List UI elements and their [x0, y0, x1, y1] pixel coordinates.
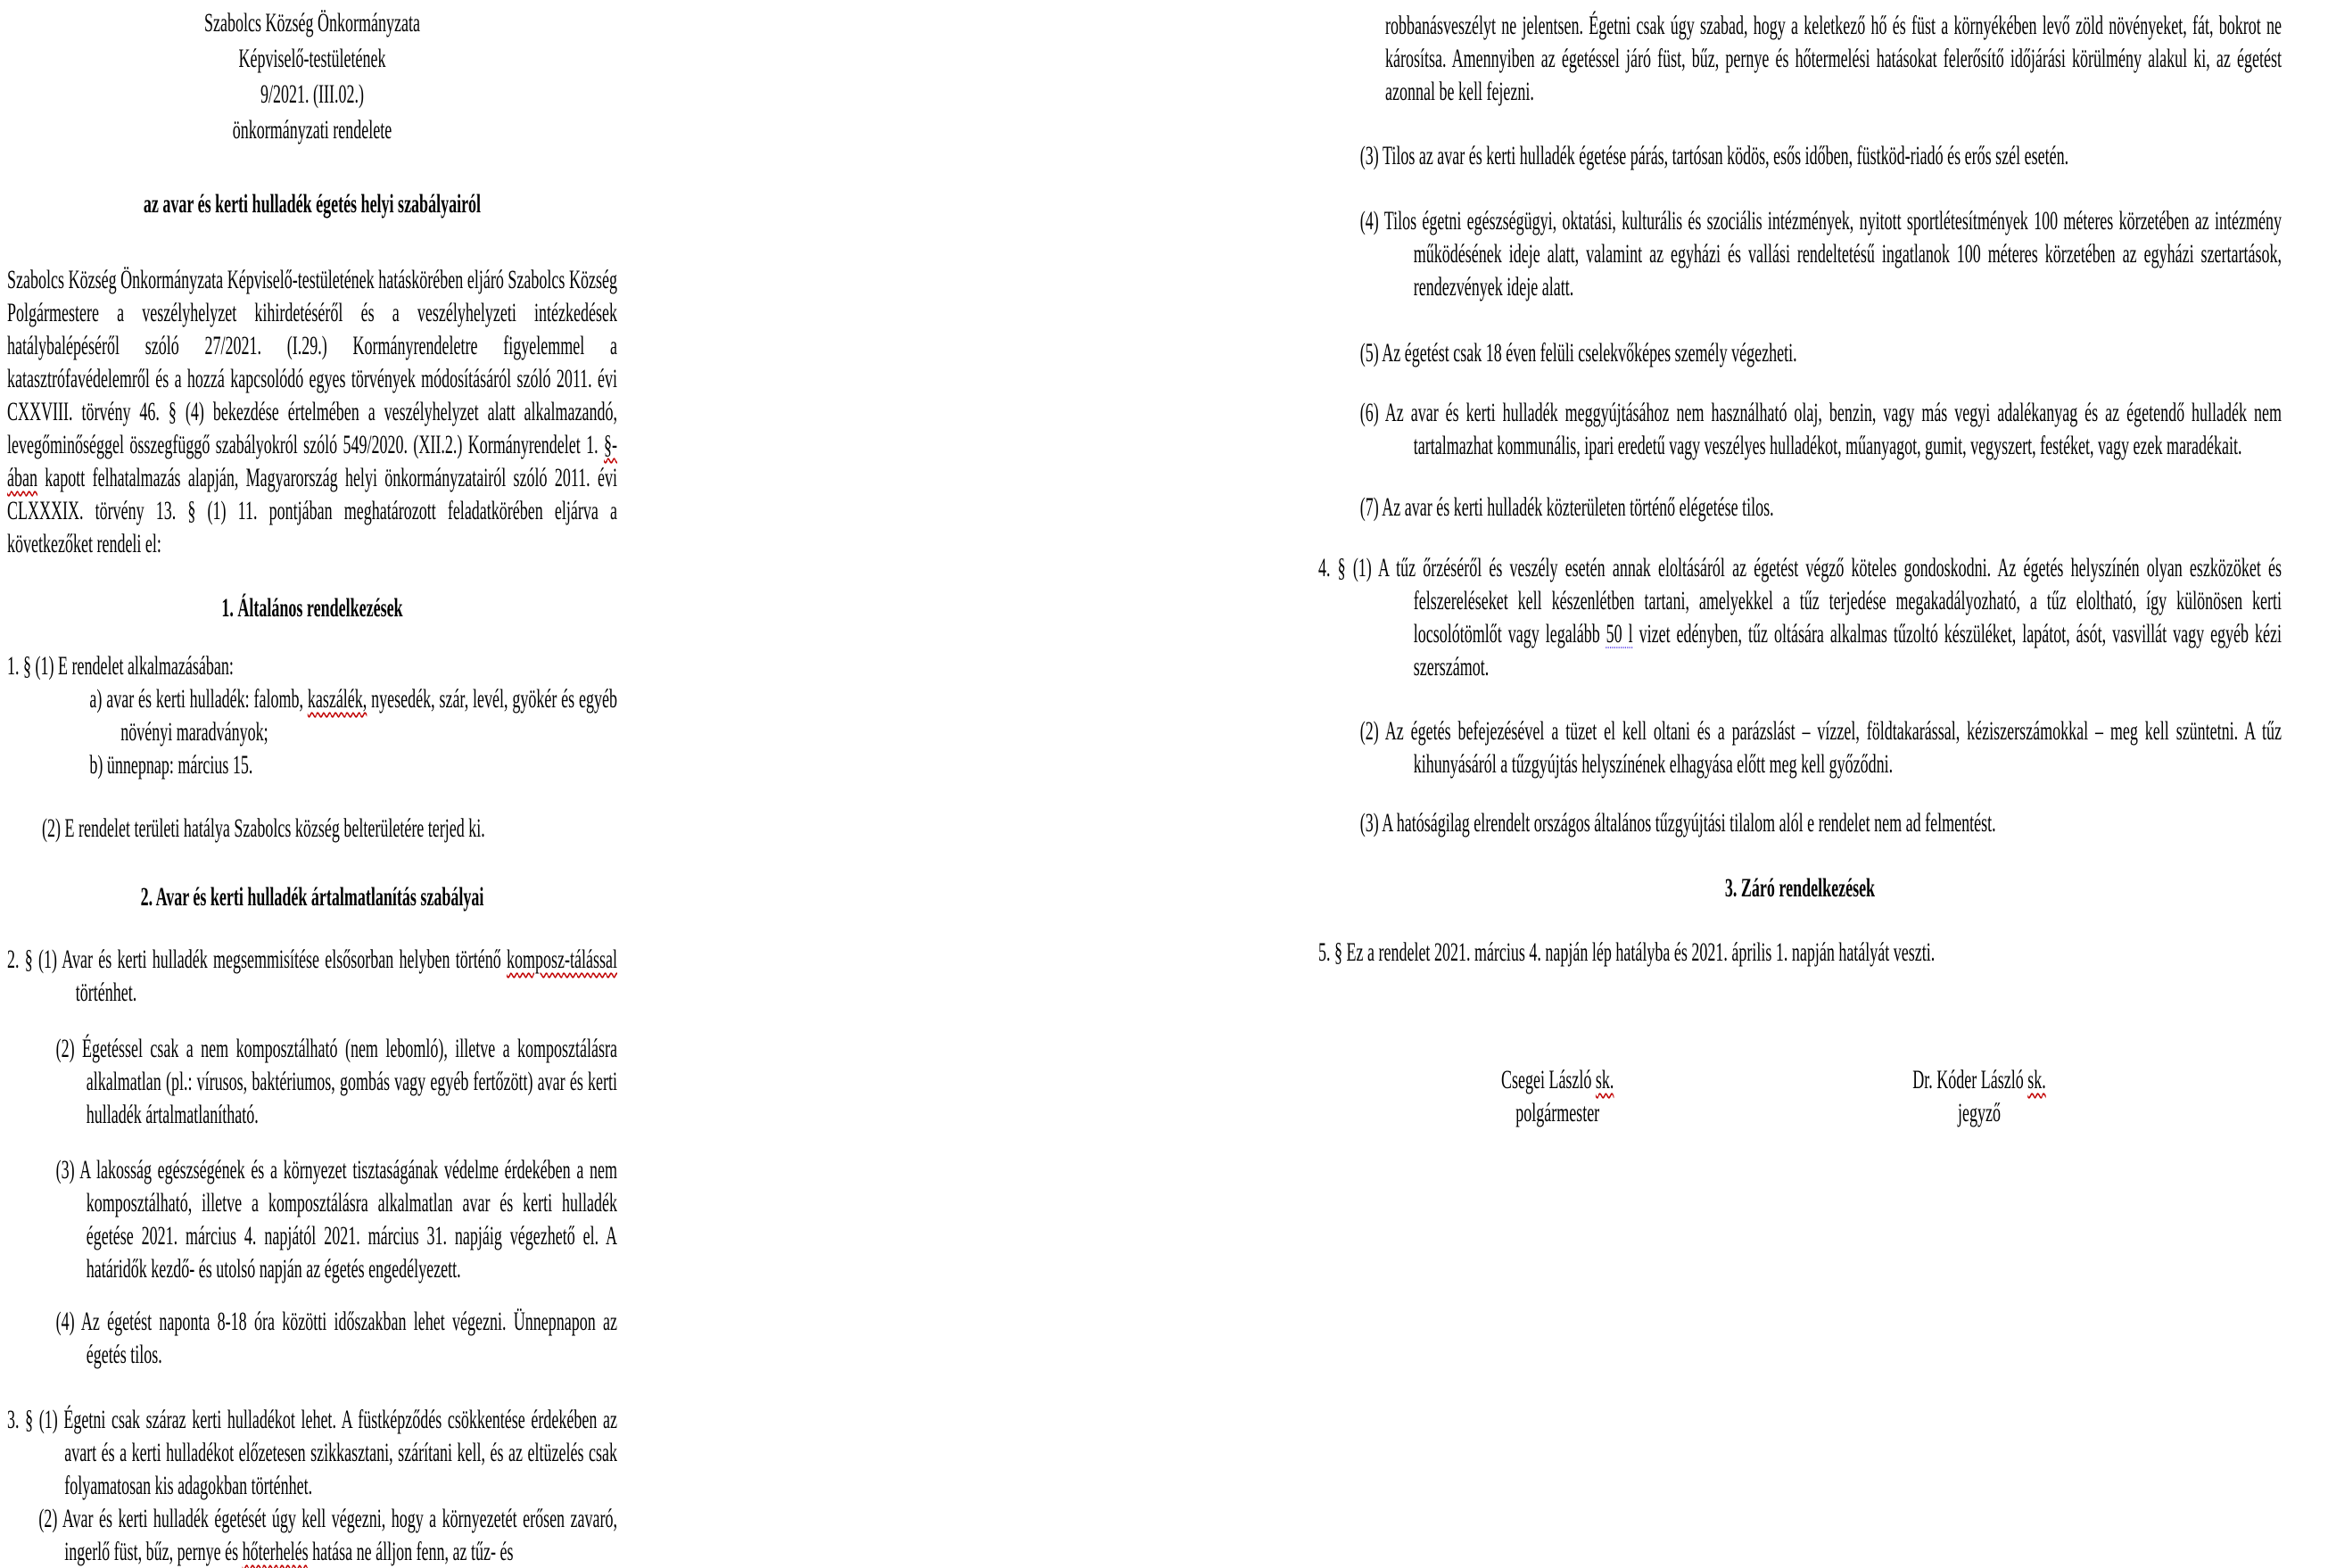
list-item-b: b) ünnepnap: március 15.	[89, 750, 253, 780]
paragraph-4-1: 4. § (1) A tűz őrzéséről és veszély esetén annak eloltásáról az égetést végző köteles gondoskodni. Az égetés helyszínén olyan eszközöket és felszereléseket kell készenlétben tartani, amelyekkel a tűz terjedése megakadályozható, a tűz eloltható, így különösen kerti locsolótömlőt vagy legalább 50 l vizet edényben, tűz oltására alkalmas tűzoltó készüléket, lapátot, ásót, vasvillát vagy egyéb kézi szerszámot.	[1318, 553, 2282, 681]
paragraph-2-1: 2. § (1) Avar és kerti hulladék megsemmisítése elsősorban helyben történő komposz-tálással történhet.	[7, 945, 617, 1007]
paragraph-3-2-continuation: robbanásveszélyt ne jelentsen. Égetni csak úgy szabad, hogy a keletkező hő és füst a környékében levő zöld növényeket, fát, bokrot ne károsítsa. Amennyiben az égetéssel járó füst, bűz, pernye és hőtermelési hatásokat felerősítő időjárási körülmény alakul ki, az égetést azonnal be kell fejezni.	[1385, 11, 2282, 106]
regulation-header	[7, 5, 617, 148]
paragraph-3-6: (6) Az avar és kerti hulladék meggyújtásához nem használható olaj, benzin, vagy más vegyi adalékanyag és az égetendő hulladék nem tartalmazhat kommunális, ipari eredetű vagy veszélyes hulladékot, műanyagot, gumit, vegyszert, festéket, vagy ezek maradékait.	[1359, 398, 2282, 460]
paragraph-3-1: 3. § (1) Égetni csak száraz kerti hulladékot lehet. A füstképződés csökkentése érdekében az avart és a kerti hulladékot előzetesen szikkasztani, szárítani kell, és az eltüzelés csak folyamatosan kis adagokban történhet.	[7, 1405, 617, 1500]
paragraph-4-2: (2) Az égetés befejezésével a tüzet el kell oltani és a parázslást – vízzel, földtakarással, kéziszerszámokkal – meg kell szüntetni. A tűz kihunyásáról a tűzgyújtás helyszínének elhagyása előtt meg kell győződni.	[1359, 716, 2282, 779]
signature-name: Csegei László sk.	[1500, 1065, 1614, 1094]
intro-text: Szabolcs Község Önkormányzata Képviselő-testületének hatáskörében eljáró Szabolcs Község Polgármestere a veszélyhelyzet kihirdetéséről és a veszélyhelyzeti intézkedések hatálybalépéséről szóló 27/2021. (I.29.) Kormányrendeletre figyelemmel a katasztrófavédelemről és a hozzá kapcsolódó egyes törvények módosításáról szóló 2011. évi CXXVIII. törvény 46. § (4) bekezdése értelmében a veszélyhelyzet alatt alkalmazandó, levegőminőséggel összegfüggő szabályokról szóló 549/2020. (XII.2.) Kormányrendelet 1.	[7, 265, 617, 459]
signature-block	[1318, 1063, 2282, 1129]
paragraph-2-2: (2) Égetéssel csak a nem komposztálható (nem lebomló), illetve a komposztálásra alkalmatlan (pl.: vírusos, baktériumos, gombás vagy egyéb fertőzött) avar és kerti hulladék ártalmatlanítható.	[55, 1034, 618, 1129]
paragraph-3-4: (4) Tilos égetni egészségügyi, oktatási, kulturális és szociális intézmények, nyitott sportlétesítmények 100 méteres körzetében az intézmény működésének ideje alatt, valamint az egyházi és vallási rendeltetésű ingatlanok 100 méteres körzetében az egyházi szertartások, rendezvények ideje alatt.	[1359, 206, 2282, 301]
signature-role: polgármester	[1515, 1098, 1600, 1127]
spellcheck-marked-word: hőterhelés	[242, 1537, 309, 1566]
grammar-marked-text: 50 l	[1606, 619, 1633, 648]
list-item-a: a) avar és kerti hulladék: falomb, kaszálék, nyesedék, szár, levél, gyökér és egyéb növényi maradványok;	[89, 684, 617, 747]
header-line-municipality: Szabolcs Község Önkormányzata	[204, 8, 420, 37]
paragraph-3-2: (2) Avar és kerti hulladék égetését úgy kell végezni, hogy a környezetét erősen zavaró, ingerlő füst, bűz, pernye és hőterhelés hatása ne álljon fenn, az tűz- és	[38, 1504, 617, 1566]
signature-name: Dr. Kóder László sk.	[1912, 1065, 2046, 1094]
document-title: az avar és kerti hulladék égetés helyi szabályairól	[143, 189, 482, 219]
intro-paragraph	[7, 263, 617, 560]
left-column	[7, 5, 617, 1568]
section-3-heading: 3. Záró rendelkezések	[1724, 873, 1876, 903]
signature-mayor	[1397, 1063, 1718, 1129]
signature-role: jegyző	[1958, 1098, 2001, 1127]
section-1-heading: 1. Általános rendelkezések	[221, 593, 403, 623]
spellcheck-marked-word: §-ában	[7, 430, 617, 492]
header-line-number: 9/2021. (III.02.)	[260, 79, 364, 109]
signature-notary	[1819, 1063, 2140, 1129]
paragraph-5: 5. § Ez a rendelet 2021. március 4. napján lép hatályba és 2021. április 1. napján hatályát veszti.	[1318, 937, 1936, 967]
paragraph-2-4: (4) Az égetést naponta 8-18 óra közötti időszakban lehet végezni. Ünnepnapon az égetés tilos.	[55, 1307, 618, 1369]
paragraph-3-7: (7) Az avar és kerti hulladék közterületen történő elégetése tilos.	[1359, 492, 1774, 522]
header-line-body: Képviselő-testületének	[238, 44, 386, 73]
paragraph-2-3: (3) A lakosság egészségének és a környezet tisztaságának védelme érdekében a nem komposztálható, illetve a komposztálásra alkalmatlan avar és kerti hulladék égetése 2021. március 4. napjától 2021. március 31. napjáig végezhető el. A határidők kezdő- és utolsó napján az égetés engedélyezett.	[55, 1155, 618, 1283]
spellcheck-marked-word: sk.	[1595, 1065, 1614, 1094]
paragraph-4-3: (3) A hatóságilag elrendelt országos általános tűzgyújtási tilalom alól e rendelet nem ad felmentést.	[1359, 808, 1996, 838]
paragraph-1-2: (2) E rendelet területi hatálya Szabolcs község belterületére terjed ki.	[42, 813, 485, 843]
paragraph-1-1: 1. § (1) E rendelet alkalmazásában:	[7, 651, 234, 681]
paragraph-3-5: (5) Az égetést csak 18 éven felüli cselekvőképes személy végezheti.	[1359, 338, 1797, 367]
spellcheck-marked-word: sk.	[2027, 1065, 2046, 1094]
spellcheck-marked-word: kaszálék,	[307, 684, 367, 714]
paragraph-3-3: (3) Tilos az avar és kerti hulladék égetése párás, tartósan ködös, esős időben, füstköd-riadó és erős szél esetén.	[1359, 141, 2069, 170]
intro-text: kapott felhatalmazás alapján, Magyarország helyi önkormányzatairól szóló 2011. évi CLXXXIX. törvény 13. § (1) 11. pontjában meghatározott feladatkörében eljárva a következőket rendeli el:	[7, 463, 617, 558]
section-2-heading: 2. Avar és kerti hulladék ártalmatlanítás szabályai	[140, 882, 484, 912]
right-column	[1318, 5, 2282, 1129]
header-line-type: önkormányzati rendelete	[232, 115, 392, 144]
spellcheck-marked-word: komposz-tálással	[507, 945, 617, 974]
